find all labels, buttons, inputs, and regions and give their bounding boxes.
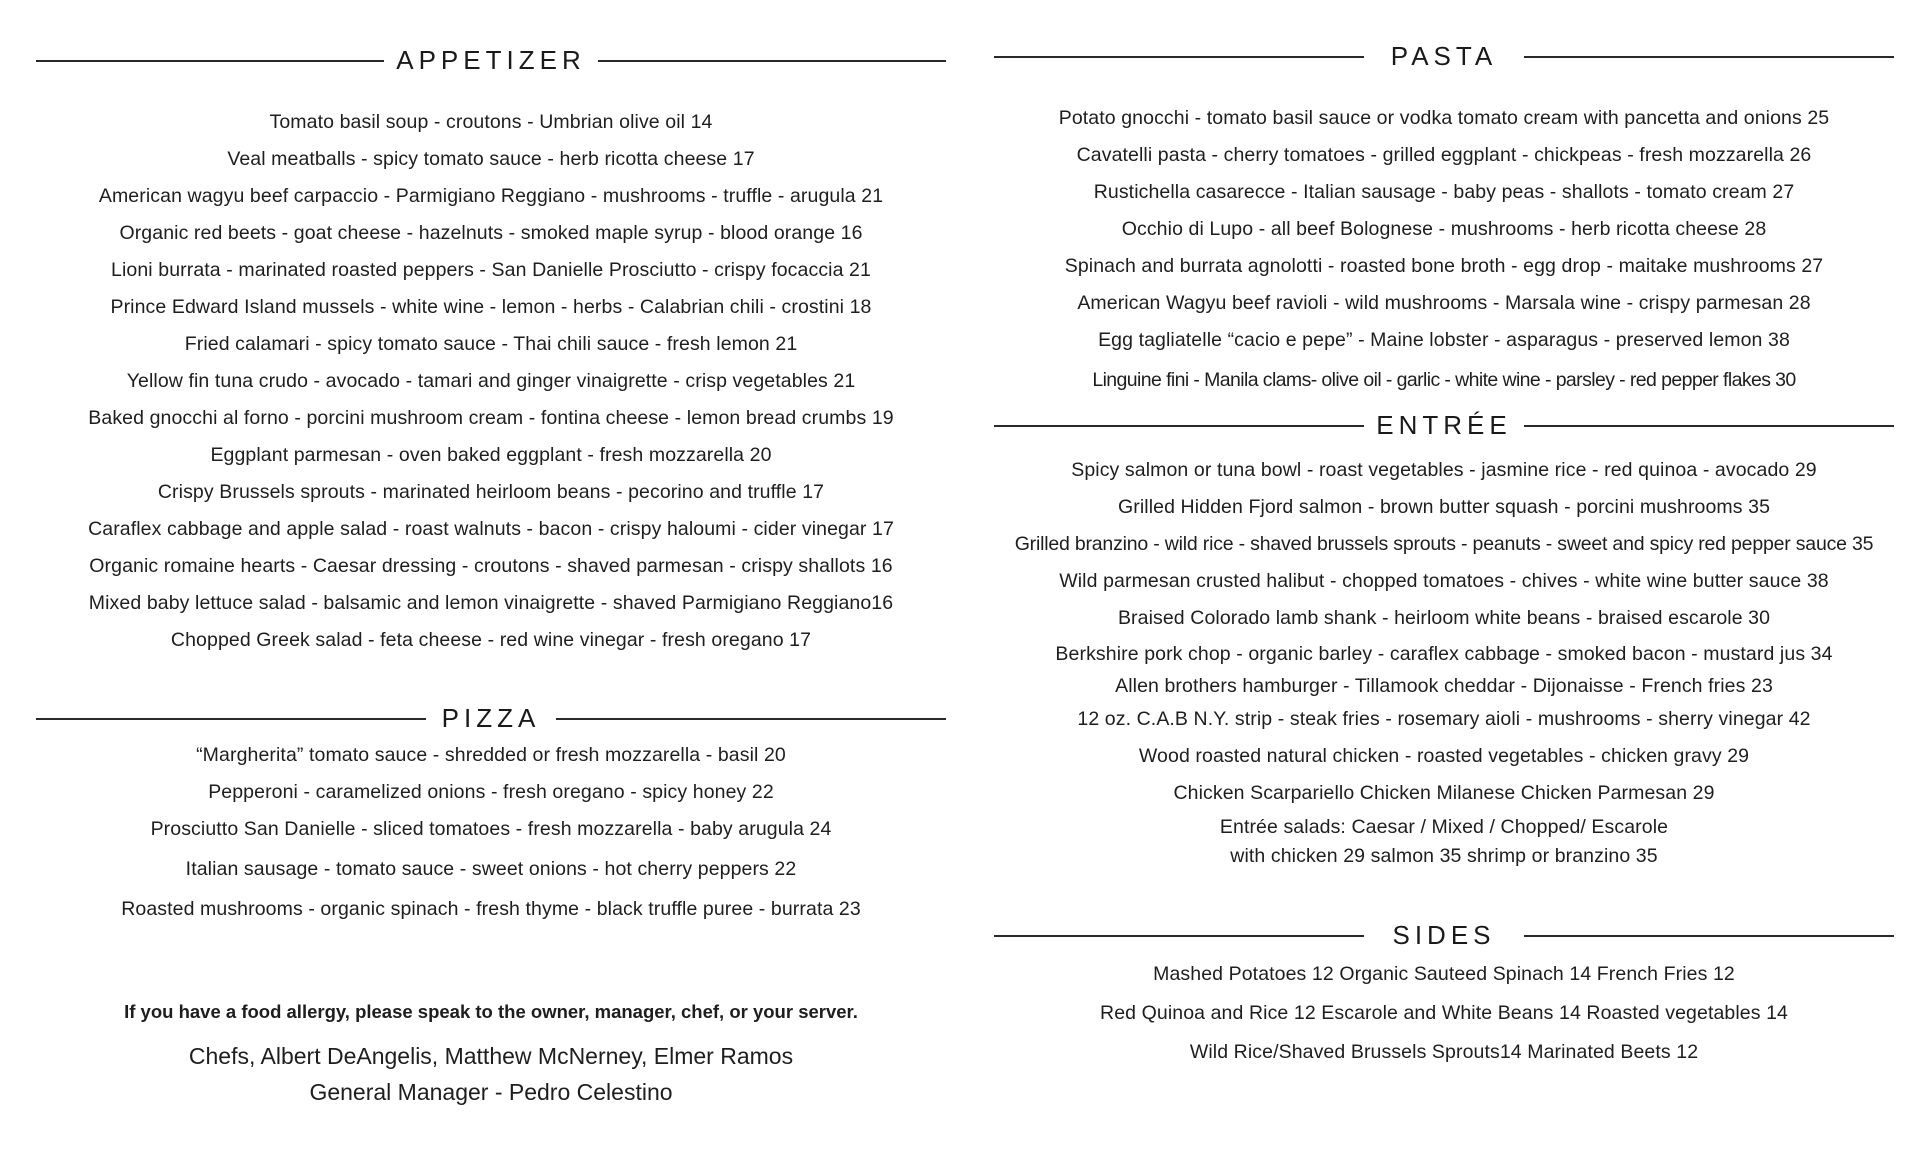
menu-item: Caraflex cabbage and apple salad - roast walnuts - bacon - crispy haloumi - cider vinegar 17 [88,518,894,540]
pasta-header [994,36,1894,76]
menu-item: Mashed Potatoes 12 Organic Sauteed Spinach 14 French Fries 12 [1153,963,1735,985]
menu-item: Grilled branzino - wild rice - shaved brussels sprouts - peanuts - sweet and spicy red pepper sauce 35 [1014,533,1874,555]
menu-item: Tomato basil soup - croutons - Umbrian olive oil 14 [269,111,713,133]
menu-item: Eggplant parmesan - oven baked eggplant - fresh mozzarella 20 [210,444,772,466]
menu-item: Prince Edward Island mussels - white wine - lemon - herbs - Calabrian chili - crostini 18 [110,296,872,318]
menu-item: “Margherita” tomato sauce - shredded or fresh mozzarella - basil 20 [196,744,786,766]
menu-item: American Wagyu beef ravioli - wild mushrooms - Marsala wine - crispy parmesan 28 [1077,292,1811,314]
menu-item: Crispy Brussels sprouts - marinated heirloom beans - pecorino and truffle 17 [157,481,825,503]
menu-item: Egg tagliatelle “cacio e pepe” - Maine lobster - asparagus - preserved lemon 38 [1098,329,1790,351]
entree-title: ENTRÉE [994,405,1894,445]
menu-item: Wild Rice/Shaved Brussels Sprouts14 Marinated Beets 12 [1189,1041,1699,1063]
menu-item: Braised Colorado lamb shank - heirloom white beans - braised escarole 30 [1117,607,1771,629]
menu-item: Occhio di Lupo - all beef Bolognese - mushrooms - herb ricotta cheese 28 [1121,218,1767,240]
menu-item: Lioni burrata - marinated roasted peppers - San Danielle Prosciutto - crispy focaccia 21 [111,259,871,281]
manager-line: General Manager - Pedro Celestino [309,1079,673,1105]
pasta-list [994,100,1894,399]
menu-item: Wood roasted natural chicken - roasted vegetables - chicken gravy 29 [1138,745,1750,767]
menu-item: Wild parmesan crusted halibut - chopped tomatoes - chives - white wine butter sauce 38 [1059,570,1829,592]
menu-item: Berkshire pork chop - organic barley - caraflex cabbage - smoked bacon - mustard jus 34 [1055,643,1833,665]
sides-title: SIDES [994,915,1894,955]
allergy-notice: If you have a food allergy, please speak to the owner, manager, chef, or your server. [124,1001,858,1022]
menu-item: Entrée salads: Caesar / Mixed / Chopped/ Escarole [1219,816,1669,838]
menu-item: Chopped Greek salad - feta cheese - red wine vinegar - fresh oregano 17 [170,629,812,651]
entree-header [994,405,1894,445]
menu-item: Cavatelli pasta - cherry tomatoes - grilled eggplant - chickpeas - fresh mozzarella 26 [1076,144,1812,166]
pizza-title: PIZZA [36,698,946,738]
menu-item: Baked gnocchi al forno - porcini mushroom cream - fontina cheese - lemon bread crumbs 19 [88,407,894,429]
staff-credits [36,1038,946,1110]
menu-item: Fried calamari - spicy tomato sauce - Thai chili sauce - fresh lemon 21 [184,333,798,355]
appetizer-list [36,104,946,659]
menu-item: Spicy salmon or tuna bowl - roast vegetables - jasmine rice - red quinoa - avocado 29 [1071,459,1817,481]
menu-item: Rustichella casarecce - Italian sausage - baby peas - shallots - tomato cream 27 [1093,181,1795,203]
menu-item: Chicken Scarpariello Chicken Milanese Chicken Parmesan 29 [1173,782,1715,804]
menu-item: 12 oz. C.A.B N.Y. strip - steak fries - rosemary aioli - mushrooms - sherry vinegar 42 [1077,708,1811,730]
menu-item: Spinach and burrata agnolotti - roasted bone broth - egg drop - maitake mushrooms 27 [1064,255,1824,277]
menu-item: Yellow fin tuna crudo - avocado - tamari and ginger vinaigrette - crisp vegetables 21 [126,370,856,392]
menu-item: Mixed baby lettuce salad - balsamic and lemon vinaigrette - shaved Parmigiano Reggiano16 [88,592,894,614]
menu-item: Linguine fini - Manila clams- olive oil - garlic - white wine - parsley - red pepper flakes 30 [1092,369,1796,391]
menu-item: Pepperoni - caramelized onions - fresh oregano - spicy honey 22 [208,781,774,803]
menu-item: Grilled Hidden Fjord salmon - brown butter squash - porcini mushrooms 35 [1117,496,1771,518]
menu-item: American wagyu beef carpaccio - Parmigiano Reggiano - mushrooms - truffle - arugula 21 [98,185,884,207]
menu-item: Allen brothers hamburger - Tillamook cheddar - Dijonaisse - French fries 23 [1115,675,1773,697]
appetizer-header [36,40,946,80]
pizza-list [36,737,946,928]
menu-item: Organic red beets - goat cheese - hazelnuts - smoked maple syrup - blood orange 16 [119,222,863,244]
menu-item: with chicken 29 salmon 35 shrimp or branzino 35 [1230,845,1658,867]
pasta-title: PASTA [994,36,1894,76]
menu-item: Prosciutto San Danielle - sliced tomatoes - fresh mozzarella - baby arugula 24 [150,818,832,840]
pizza-header [36,698,946,738]
menu-item: Potato gnocchi - tomato basil sauce or vodka tomato cream with pancetta and onions 25 [1058,107,1830,129]
sides-header [994,915,1894,955]
sides-list [994,955,1894,1072]
chefs-line: Chefs, Albert DeAngelis, Matthew McNerney, Elmer Ramos [188,1043,794,1069]
entree-list [994,452,1894,870]
menu-item: Italian sausage - tomato sauce - sweet onions - hot cherry peppers 22 [185,858,797,880]
menu-item: Veal meatballs - spicy tomato sauce - herb ricotta cheese 17 [227,148,755,170]
menu-item: Roasted mushrooms - organic spinach - fresh thyme - black truffle puree - burrata 23 [121,898,861,920]
menu-item: Red Quinoa and Rice 12 Escarole and White Beans 14 Roasted vegetables 14 [1100,1002,1788,1024]
menu-item: Organic romaine hearts - Caesar dressing - croutons - shaved parmesan - crispy shallots 16 [89,555,893,577]
appetizer-title: APPETIZER [36,40,946,80]
